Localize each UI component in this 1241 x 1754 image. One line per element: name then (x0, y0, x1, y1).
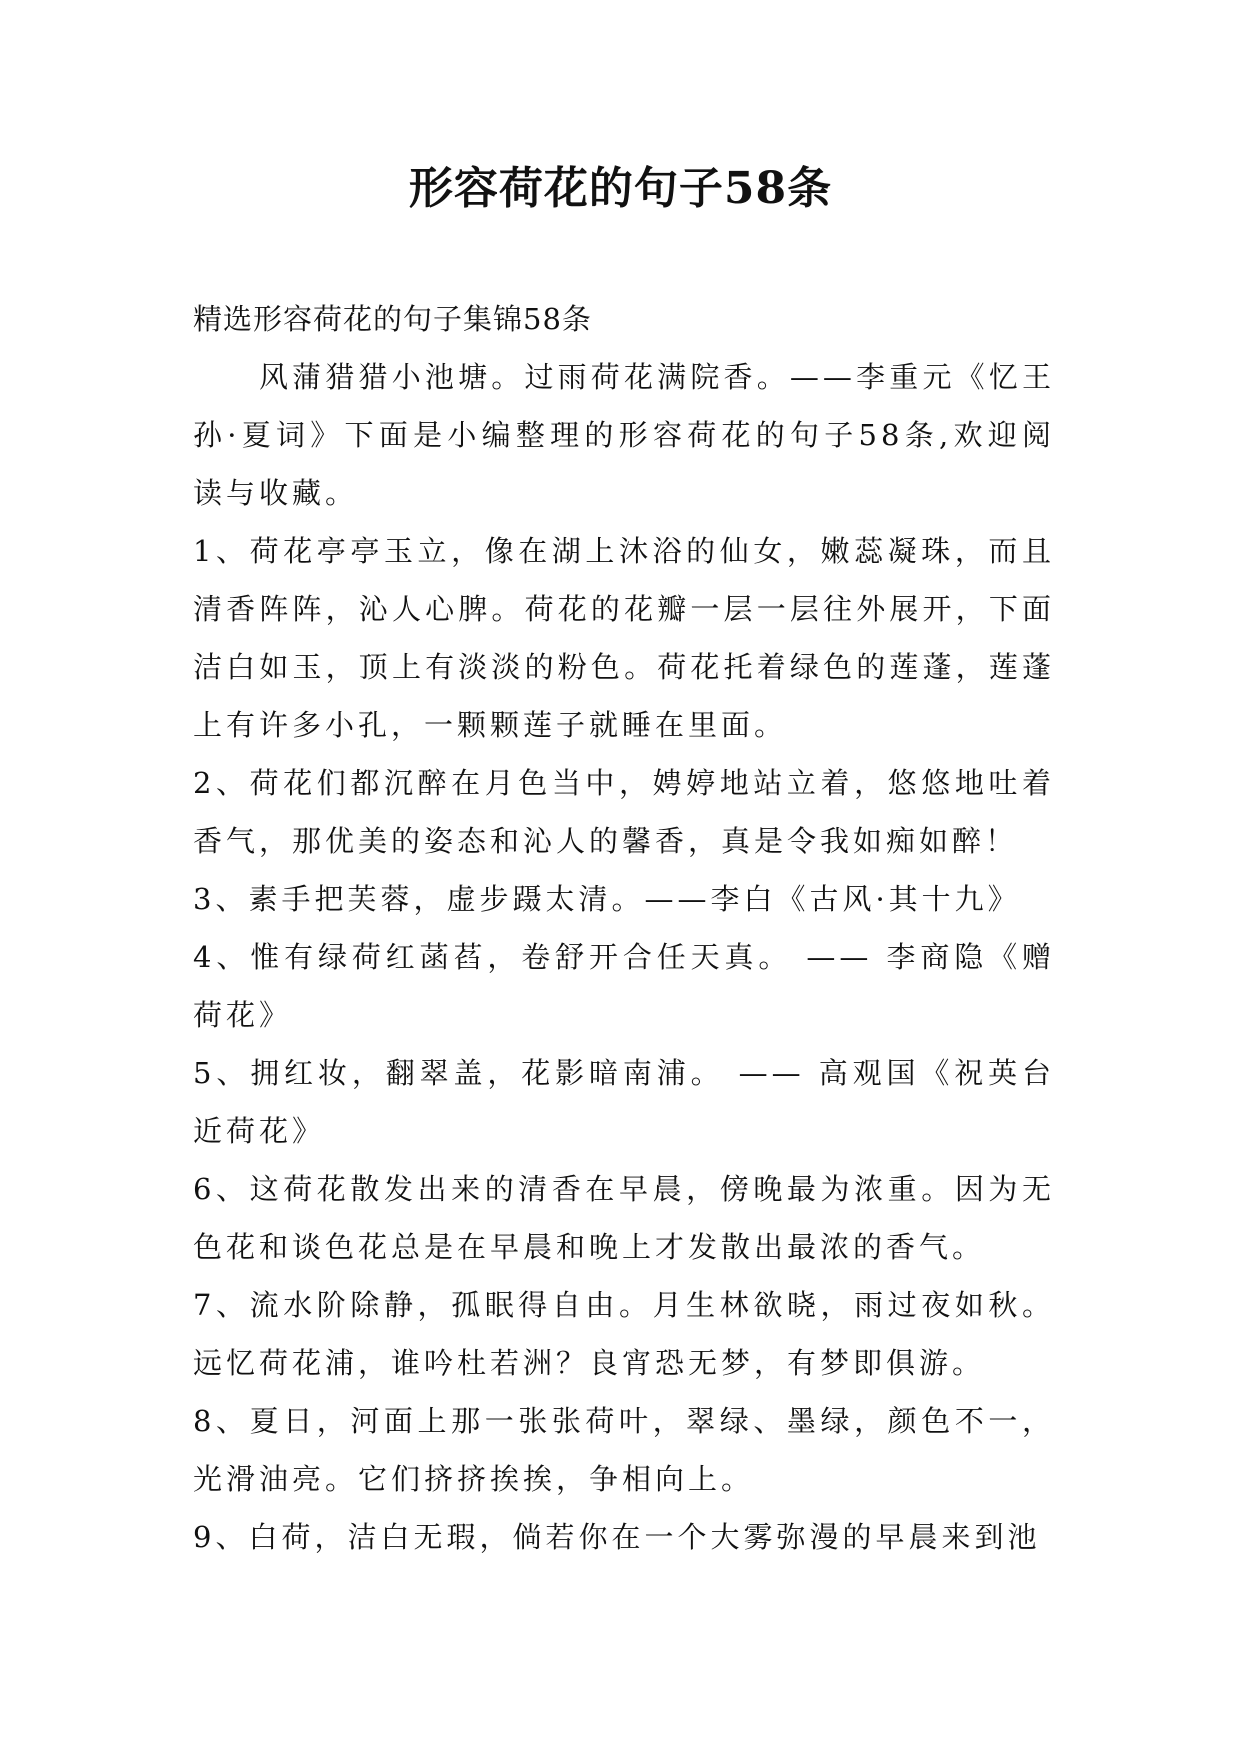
document-body (193, 290, 1055, 1566)
list-item: 7、流水阶除静，孤眠得自由。月生林欲晓，雨过夜如秋。远忆荷花浦，谁吟杜若洲？良宵恐无梦，有梦即俱游。 (193, 1288, 1055, 1380)
document-title: 形容荷花的句子58条 (408, 163, 833, 214)
list-item: 2、荷花们都沉醉在月色当中，娉婷地站立着，悠悠地吐着香气，那优美的姿态和沁人的馨香，真是令我如痴如醉！ (193, 766, 1055, 858)
list-item: 6、这荷花散发出来的清香在早晨，傍晚最为浓重。因为无色花和谈色花总是在早晨和晚上才发散出最浓的香气。 (193, 1172, 1055, 1264)
list-item: 5、拥红妆，翻翠盖，花影暗南浦。 —— 高观国《祝英台近荷花》 (193, 1056, 1055, 1148)
intro-paragraph: 风蒲猎猎小池塘。过雨荷花满院香。——李重元《忆王孙·夏词》下面是小编整理的形容荷花的句子58条,欢迎阅读与收藏。 (193, 360, 1055, 510)
list-item: 4、惟有绿荷红菡萏，卷舒开合任天真。 —— 李商隐《赠荷花》 (193, 940, 1055, 1032)
list-item: 1、荷花亭亭玉立，像在湖上沐浴的仙女，嫩蕊凝珠，而且清香阵阵，沁人心脾。荷花的花瓣一层一层往外展开，下面洁白如玉，顶上有淡淡的粉色。荷花托着绿色的莲蓬，莲蓬上有许多小孔，一颗颗莲子就睡在里面。 (193, 534, 1055, 742)
list-item: 3、素手把芙蓉，虚步蹑太清。——李白《古风·其十九》 (193, 882, 1021, 916)
list-item: 8、夏日，河面上那一张张荷叶，翠绿、墨绿，颜色不一，光滑油亮。它们挤挤挨挨，争相向上。 (193, 1404, 1055, 1496)
list-item: 9、白荷，洁白无瑕，倘若你在一个大雾弥漫的早晨来到池 (193, 1520, 1041, 1554)
subtitle: 精选形容荷花的句子集锦58条 (193, 302, 592, 336)
